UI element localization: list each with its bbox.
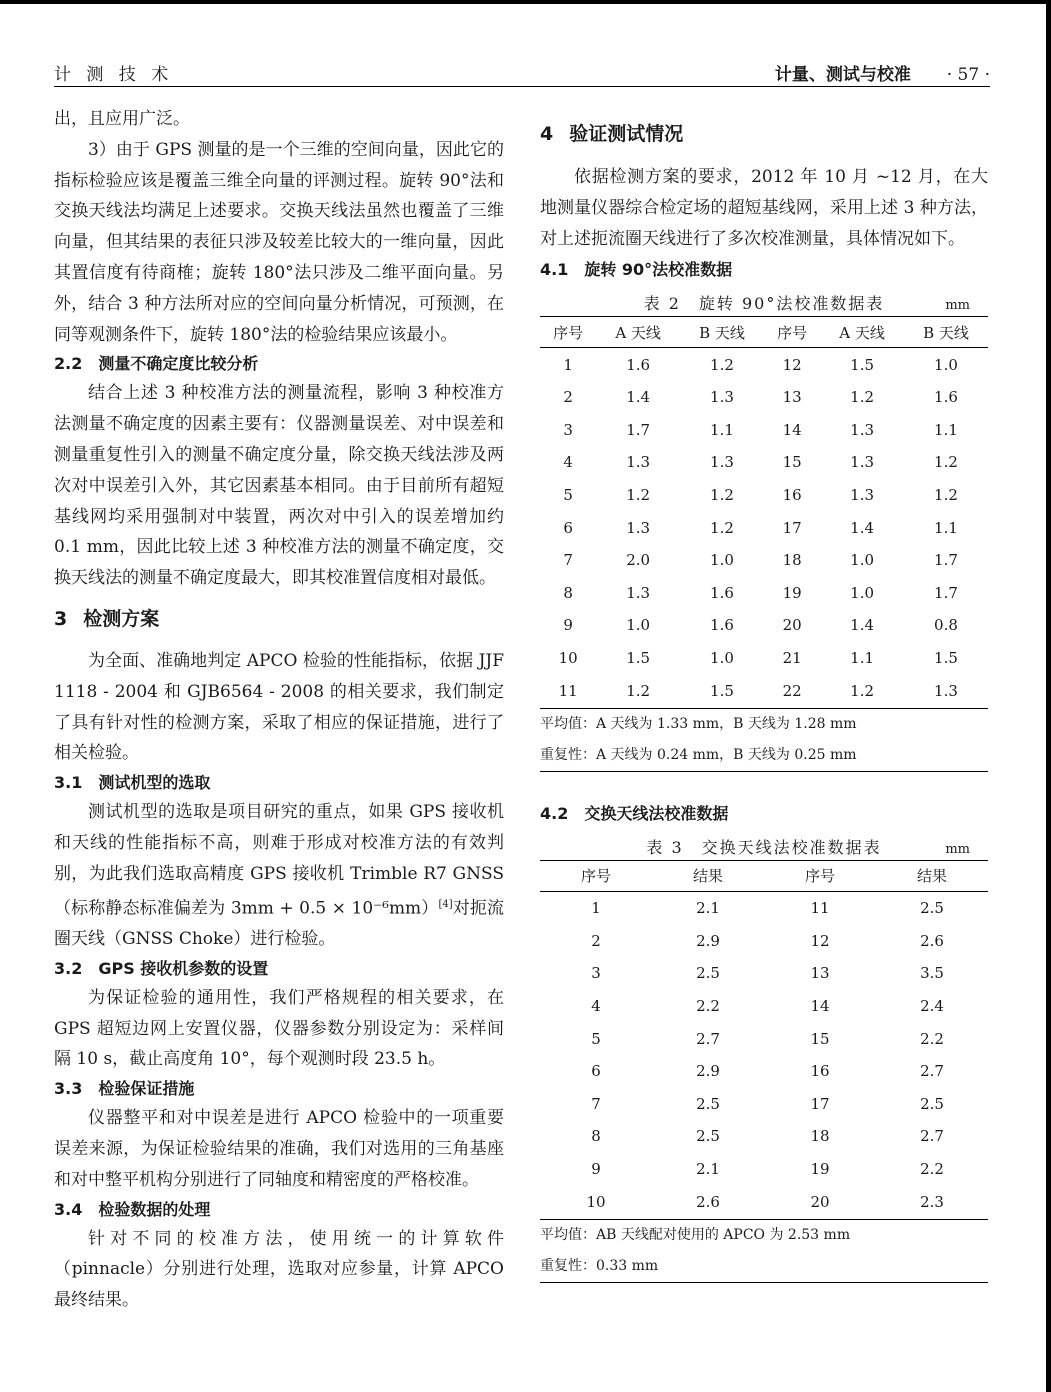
table-cell: 1.2	[850, 681, 875, 700]
table-cell: 15	[810, 1029, 830, 1048]
table-cell: 2	[591, 931, 601, 950]
paragraph-2-2: 结合上述 3 种校准方法的测量流程，影响 3 种校准方法测量不确定度的因素主要有：仪器测量误差、对中误差和测量重复性引入的测量不确定度分量，除交换天线法涉及两次对中误差引入外，其它因素基本相同。由于目前所有超短基线网均采用强制对中装置，两次对中引入的误差增加约 0.1 mm，因此比较上述 3 种校准方法的测量不确定度，交换天线法的测量不确定度最大，即其校准置信度相对最低。	[54, 383, 504, 589]
section-4-heading: 4 验证测试情况	[540, 123, 684, 145]
table-cell: 2.5	[920, 1094, 944, 1113]
table-3-unit: mm	[945, 841, 970, 857]
table-cell: 1.1	[934, 518, 958, 537]
table-cell: 4	[591, 997, 601, 1015]
table-cell: 1.0	[934, 355, 958, 374]
table-row	[540, 957, 988, 990]
table-cell: 17	[782, 518, 802, 537]
table-cell: 2.9	[696, 931, 720, 950]
table-cell: 2	[563, 388, 573, 407]
table-cell: 11	[558, 681, 578, 700]
table-cell: 16	[782, 486, 802, 505]
table-cell: 1.6	[934, 388, 958, 407]
table-cell: 15	[782, 453, 802, 472]
table-cell: 5	[563, 486, 573, 505]
table-cell: 18	[782, 551, 802, 570]
table-cell: 4	[563, 453, 573, 472]
table-cell: 2.3	[920, 1192, 944, 1211]
paragraph-3-3: 仪器整平和对中误差是进行 APCO 检验中的一项重要误差来源，为保证检验结果的准确，我们对选用的三角基座和对中整平机构分别进行了同轴度和精密度的严格校准。	[54, 1108, 504, 1190]
table-cell: 1.5	[850, 355, 875, 374]
table-cell: 2.0	[626, 551, 651, 570]
right-column	[540, 104, 988, 1283]
table-cell: 1.3	[626, 518, 651, 537]
table-cell: 6	[591, 1062, 601, 1081]
table-cell: 1.3	[850, 486, 875, 505]
journal-name: 计 测 技 术	[54, 65, 174, 85]
table-cell: 1.1	[710, 420, 734, 439]
section-3-heading: 3 检测方案	[54, 607, 160, 630]
table-3-footer	[540, 1219, 988, 1283]
table-row	[540, 479, 988, 512]
section-4-2-heading: 4.2 交换天线法校准数据	[540, 803, 729, 823]
table-cell: 0.8	[934, 616, 958, 635]
table-cell: 3.5	[920, 964, 944, 983]
table-cell: 1.2	[626, 486, 651, 505]
table-2-header-cell: A 天线	[596, 317, 680, 348]
table-cell: 12	[810, 931, 830, 950]
table-cell: 1.2	[934, 453, 958, 472]
table-cell: 1.2	[710, 486, 734, 505]
table-cell: 1.6	[710, 583, 734, 602]
section-3-2-heading: 3.2 GPS 接收机参数的设置	[54, 958, 269, 978]
table-cell: 19	[810, 1159, 830, 1178]
table-cell: 14	[810, 997, 830, 1015]
table-2-mean: 平均值：A 天线为 1.33 mm，B 天线为 1.28 mm	[540, 715, 857, 732]
table-cell: 20	[782, 616, 802, 635]
table-cell: 2.1	[696, 899, 720, 918]
table-cell: 1.2	[850, 388, 875, 407]
table-cell: 2.6	[696, 1192, 720, 1211]
table-row	[540, 381, 988, 414]
table-2-header-cell: 序号	[540, 317, 596, 348]
table-3-header-cell: 序号	[540, 860, 652, 891]
section-3-3-heading: 3.3 检验保证措施	[54, 1079, 195, 1099]
table-3	[540, 860, 988, 1219]
table-2-footer	[540, 708, 988, 772]
table-cell: 9	[563, 616, 573, 635]
table-row	[540, 1055, 988, 1088]
table-cell: 7	[591, 1094, 601, 1113]
table-cell: 1.2	[934, 486, 958, 505]
page-right-border	[1046, 0, 1051, 1392]
table-cell: 1.6	[710, 616, 734, 635]
section-3-4-heading: 3.4 检验数据的处理	[54, 1199, 211, 1219]
table-2	[540, 316, 988, 708]
table-cell: 8	[563, 583, 573, 602]
table-cell: 2.9	[696, 1062, 720, 1081]
running-head-right	[775, 60, 990, 85]
table-3-repeatability: 重复性：0.33 mm	[540, 1257, 659, 1274]
paragraph-4: 依据检测方案的要求，2012 年 10 月 ~12 月，在大地测量仪器综合检定场的超短基线网，采用上述 3 种方法，对上述扼流圈天线进行了多次校准测量，具体情况如下。	[540, 167, 988, 249]
table-3-header-row	[540, 860, 988, 891]
table-row	[540, 990, 988, 1023]
running-head	[54, 60, 990, 86]
table-cell: 3	[563, 420, 573, 439]
table-cell: 10	[586, 1192, 606, 1211]
table-row	[540, 414, 988, 447]
table-2-unit: mm	[945, 298, 970, 314]
table-cell: 10	[558, 649, 578, 668]
table-cell: 1	[563, 355, 573, 374]
table-cell: 1.7	[934, 583, 958, 602]
table-cell: 1.3	[850, 420, 875, 439]
table-cell: 18	[810, 1127, 830, 1146]
table-cell: 22	[782, 681, 802, 700]
table-row	[540, 1120, 988, 1153]
table-row	[540, 1153, 988, 1186]
table-row	[540, 1022, 988, 1055]
table-cell: 2.2	[696, 997, 720, 1015]
table-3-caption: 表 3 交换天线法校准数据表 mm	[540, 836, 988, 860]
table-cell: 11	[810, 899, 830, 918]
table-cell: 1.0	[850, 551, 875, 570]
table-row	[540, 348, 988, 381]
table-cell: 1	[591, 899, 601, 918]
table-row	[540, 674, 988, 708]
paragraph-3: 为全面、准确地判定 APCO 检验的性能指标，依据 JJF 1118 - 2004 和 GJB6564 - 2008 的相关要求，我们制定了具有针对性的检测方案，采取了相应的保证措施，进行了相关检验。	[54, 650, 504, 764]
table-cell: 13	[782, 388, 802, 407]
table-cell: 1.3	[710, 388, 734, 407]
section-4-1-heading: 4.1 旋转 90°法校准数据	[540, 260, 733, 280]
table-cell: 2.7	[696, 1029, 720, 1048]
paragraph-3-1: 测试机型的选取是项目研究的重点，如果 GPS 接收机和天线的性能指标不高，则难于形成对校准方法的有效判别，为此我们选取高精度 GPS 接收机 Trimble R7 GNSS（标称静态标准偏差为 3mm + 0.5 × 10⁻⁶mm）[4]对扼流圈天线（GNSS Choke）进行检验。	[54, 802, 504, 949]
table-row	[540, 891, 988, 924]
table-cell: 9	[591, 1159, 601, 1178]
table-cell: 3	[591, 964, 601, 983]
table-cell: 5	[591, 1029, 601, 1048]
header-rule	[54, 86, 990, 87]
table-cell: 2.4	[920, 997, 944, 1015]
table-3-header-cell: 结果	[652, 860, 764, 891]
table-cell: 6	[563, 518, 573, 537]
table-row	[540, 544, 988, 577]
table-cell: 21	[782, 649, 802, 668]
table-cell: 1.3	[850, 453, 875, 472]
table-2-header-cell: B 天线	[680, 317, 764, 348]
table-cell: 1.2	[710, 518, 734, 537]
table-row	[540, 577, 988, 610]
table-2-caption: 表 2 旋转 90°法校准数据表 mm	[540, 292, 988, 316]
section-name: 计量、测试与校准	[774, 65, 911, 85]
table-cell: 1.0	[710, 649, 734, 668]
table-cell: 13	[810, 964, 830, 983]
table-cell: 1.2	[710, 355, 734, 374]
table-cell: 12	[782, 355, 802, 374]
paragraph-3-4: 针对不同的校准方法，使用统一的计算软件（pinnacle）分别进行处理，选取对应参量，计算 APCO 最终结果。	[54, 1228, 504, 1311]
table-cell: 2.1	[696, 1159, 720, 1178]
table-2-header-row	[540, 317, 988, 348]
table-cell: 1.4	[626, 388, 651, 407]
table-cell: 1.4	[850, 616, 875, 635]
paragraph-3-2: 为保证检验的通用性，我们严格规程的相关要求，在 GPS 超短边网上安置仪器，仪器参数分别设定为：采样间隔 10 s，截止高度角 10°，每个观测时段 23.5 h。	[54, 987, 504, 1070]
table-2-header-cell: A 天线	[820, 317, 904, 348]
section-2-2-heading: 2.2 测量不确定度比较分析	[54, 354, 259, 374]
table-cell: 1.0	[850, 583, 875, 602]
table-3-header-cell: 序号	[764, 860, 876, 891]
table-cell: 17	[810, 1094, 830, 1113]
table-cell: 8	[591, 1127, 601, 1146]
table-cell: 1.7	[934, 551, 958, 570]
page-top-border	[0, 0, 1051, 4]
table-cell: 2.5	[696, 1127, 720, 1146]
table-row	[540, 1087, 988, 1120]
table-cell: 1.3	[626, 453, 651, 472]
table-3-header-cell: 结果	[876, 860, 988, 891]
table-cell: 2.5	[696, 1094, 720, 1113]
table-cell: 1.0	[626, 616, 651, 635]
paragraph-item-3: 3）由于 GPS 测量的是一个三维的空间向量，因此它的指标检验应该是覆盖三维全向量的评测过程。旋转 90°法和交换天线法均满足上述要求。交换天线法虽然也覆盖了三维向量，但其结果的表征只涉及较差比较大的一维向量，因此其置信度有待商榷；旋转 180°法只涉及二维平面向量。另外，结合 3 种方法所对应的空间向量分析情况，可预测，在同等观测条件下，旋转 180°法的检验结果应该最小。	[54, 139, 504, 345]
table-cell: 2.7	[920, 1062, 944, 1081]
table-row	[540, 642, 988, 675]
section-3-1-heading: 3.1 测试机型的选取	[54, 773, 211, 793]
table-cell: 2.2	[920, 1159, 944, 1178]
paragraph-intro: 出，且应用广泛。	[54, 109, 190, 129]
table-row	[540, 1185, 988, 1219]
table-cell: 1.3	[626, 583, 651, 602]
table-cell: 1.5	[934, 649, 958, 668]
table-cell: 2.6	[920, 931, 944, 950]
table-2-header-cell: B 天线	[904, 317, 988, 348]
table-cell: 2.7	[920, 1127, 944, 1146]
table-row	[540, 511, 988, 544]
table-cell: 1.5	[626, 649, 651, 668]
table-cell: 1.1	[934, 420, 958, 439]
table-row	[540, 925, 988, 958]
citation-ref: [4]	[438, 898, 453, 910]
table-cell: 1.1	[850, 649, 875, 668]
table-cell: 1.3	[934, 681, 958, 700]
table-3-mean: 平均值：AB 天线配对使用的 APCO 为 2.53 mm	[540, 1226, 851, 1243]
table-cell: 16	[810, 1062, 830, 1081]
table-cell: 19	[782, 583, 802, 602]
table-cell: 1.4	[850, 518, 875, 537]
table-cell: 1.7	[626, 420, 651, 439]
table-cell: 14	[782, 420, 802, 439]
table-cell: 2.5	[696, 964, 720, 983]
table-cell: 1.5	[710, 681, 734, 700]
table-cell: 1.2	[626, 681, 651, 700]
table-2-header-cell: 序号	[764, 317, 820, 348]
table-row	[540, 446, 988, 479]
table-cell: 2.2	[920, 1029, 944, 1048]
table-cell: 1.3	[710, 453, 734, 472]
page-number: · 57 ·	[946, 65, 990, 85]
table-cell: 20	[810, 1192, 830, 1211]
table-2-repeatability: 重复性：A 天线为 0.24 mm，B 天线为 0.25 mm	[540, 746, 857, 763]
table-cell: 7	[563, 551, 573, 570]
left-column	[54, 104, 504, 1316]
table-row	[540, 609, 988, 642]
table-cell: 1.6	[626, 355, 651, 374]
table-cell: 1.0	[710, 551, 734, 570]
table-cell: 2.5	[920, 899, 944, 918]
